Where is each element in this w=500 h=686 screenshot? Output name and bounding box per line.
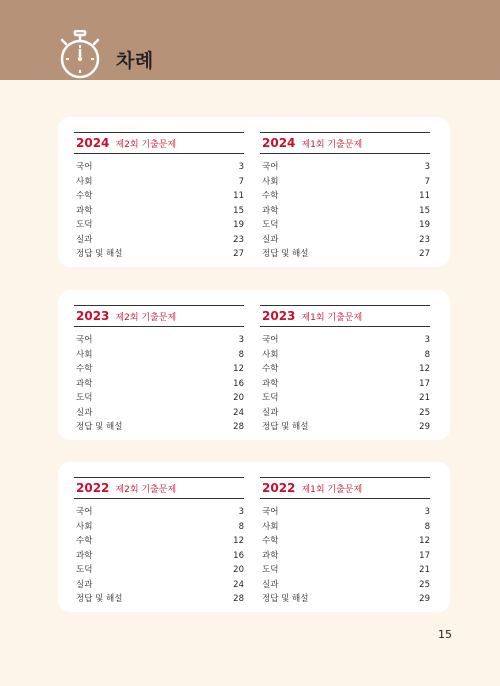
toc-card bbox=[58, 290, 450, 440]
toc-column bbox=[74, 462, 244, 607]
toc-page-number: 16 bbox=[233, 378, 244, 389]
toc-entry[interactable] bbox=[260, 160, 430, 175]
toc-entry[interactable] bbox=[74, 592, 244, 607]
toc-entry[interactable] bbox=[74, 578, 244, 593]
exam-name: 제2회 기출문제 bbox=[115, 139, 177, 150]
toc-subject: 정답 및 해설 bbox=[76, 594, 123, 604]
toc-subject: 과학 bbox=[76, 550, 93, 561]
toc-subject: 정답 및 해설 bbox=[76, 249, 123, 259]
exam-name: 제2회 기출문제 bbox=[115, 312, 177, 323]
toc-subject: 정답 및 해설 bbox=[262, 594, 309, 604]
toc-entry[interactable] bbox=[74, 204, 244, 219]
toc-entry[interactable] bbox=[74, 420, 244, 435]
toc-subject: 실과 bbox=[76, 407, 93, 418]
toc-page-number: 11 bbox=[419, 191, 430, 201]
exam-heading bbox=[74, 305, 244, 327]
toc-page-number: 19 bbox=[233, 220, 244, 230]
toc-entry[interactable] bbox=[260, 333, 430, 348]
toc-page-number: 17 bbox=[419, 550, 430, 561]
toc-page-number: 28 bbox=[233, 594, 244, 604]
toc-entry[interactable] bbox=[260, 505, 430, 520]
toc-subject: 수학 bbox=[76, 191, 93, 201]
toc-subject: 수학 bbox=[262, 364, 279, 374]
toc-subject: 수학 bbox=[76, 536, 93, 546]
toc-page-number: 12 bbox=[419, 364, 430, 374]
toc-entry[interactable] bbox=[74, 175, 244, 190]
toc-page-number: 3 bbox=[238, 162, 244, 172]
toc-entry[interactable] bbox=[74, 377, 244, 392]
toc-subject: 과학 bbox=[76, 205, 93, 216]
toc-subject: 국어 bbox=[262, 162, 279, 172]
toc-column bbox=[260, 117, 430, 262]
exam-heading bbox=[260, 305, 430, 327]
toc-subject: 과학 bbox=[262, 550, 279, 561]
toc-page-number: 8 bbox=[424, 521, 430, 532]
toc-subject: 수학 bbox=[76, 364, 93, 374]
exam-year: 2023 bbox=[262, 309, 296, 323]
toc-subject: 사회 bbox=[262, 521, 279, 532]
toc-page-number: 29 bbox=[419, 594, 430, 604]
toc-subject: 사회 bbox=[262, 349, 279, 360]
toc-page-number: 25 bbox=[419, 579, 430, 590]
toc-page-number: 21 bbox=[419, 565, 430, 575]
toc-page-number: 21 bbox=[419, 393, 430, 403]
exam-year: 2024 bbox=[76, 136, 110, 150]
exam-heading bbox=[74, 132, 244, 154]
toc-entry[interactable] bbox=[260, 218, 430, 233]
toc-subject: 도덕 bbox=[76, 565, 93, 575]
toc-column bbox=[74, 290, 244, 435]
toc-entry[interactable] bbox=[260, 377, 430, 392]
toc-subject: 국어 bbox=[76, 162, 93, 172]
toc-column bbox=[260, 462, 430, 607]
toc-page-number: 3 bbox=[424, 507, 430, 517]
toc-column bbox=[74, 117, 244, 262]
toc-page-number: 23 bbox=[419, 234, 430, 245]
toc-page-number: 8 bbox=[424, 349, 430, 360]
toc-subject: 사회 bbox=[76, 349, 93, 360]
toc-subject: 수학 bbox=[262, 191, 279, 201]
toc-entry[interactable] bbox=[74, 549, 244, 564]
toc-page-number: 15 bbox=[233, 205, 244, 216]
toc-subject: 국어 bbox=[262, 507, 279, 517]
toc-entry[interactable] bbox=[260, 549, 430, 564]
toc-entry[interactable] bbox=[74, 362, 244, 377]
toc-subject: 국어 bbox=[262, 335, 279, 345]
toc-subject: 과학 bbox=[262, 205, 279, 216]
toc-page-number: 20 bbox=[233, 393, 244, 403]
toc-page-number: 3 bbox=[424, 162, 430, 172]
toc-entry[interactable] bbox=[260, 420, 430, 435]
toc-page-number: 20 bbox=[233, 565, 244, 575]
toc-entry[interactable] bbox=[74, 160, 244, 175]
exam-heading bbox=[260, 477, 430, 499]
toc-entry[interactable] bbox=[260, 563, 430, 578]
toc-page-number: 27 bbox=[233, 249, 244, 259]
toc-entry[interactable] bbox=[260, 189, 430, 204]
page-number: 15 bbox=[438, 628, 452, 641]
exam-year: 2024 bbox=[262, 136, 296, 150]
toc-column bbox=[260, 290, 430, 435]
toc-subject: 사회 bbox=[262, 176, 279, 187]
toc-subject: 실과 bbox=[262, 579, 279, 590]
exam-name: 제1회 기출문제 bbox=[301, 484, 363, 495]
toc-subject: 정답 및 해설 bbox=[262, 249, 309, 259]
toc-page-number: 19 bbox=[419, 220, 430, 230]
toc-page-number: 12 bbox=[233, 364, 244, 374]
toc-subject: 정답 및 해설 bbox=[76, 422, 123, 432]
toc-subject: 실과 bbox=[76, 579, 93, 590]
toc-entry[interactable] bbox=[74, 247, 244, 262]
toc-page-number: 28 bbox=[233, 422, 244, 432]
toc-entry[interactable] bbox=[74, 233, 244, 248]
toc-entry[interactable] bbox=[260, 406, 430, 421]
toc-entry[interactable] bbox=[260, 175, 430, 190]
toc-entry[interactable] bbox=[260, 233, 430, 248]
toc-entry[interactable] bbox=[74, 333, 244, 348]
toc-entry[interactable] bbox=[74, 406, 244, 421]
toc-entry[interactable] bbox=[74, 218, 244, 233]
header-band bbox=[0, 0, 500, 80]
toc-subject: 도덕 bbox=[262, 220, 279, 230]
toc-entry[interactable] bbox=[260, 520, 430, 535]
toc-subject: 도덕 bbox=[76, 220, 93, 230]
toc-page-number: 24 bbox=[233, 579, 244, 590]
toc-entry[interactable] bbox=[260, 247, 430, 262]
toc-entry[interactable] bbox=[74, 520, 244, 535]
toc-page-number: 11 bbox=[233, 191, 244, 201]
toc-page-number: 16 bbox=[233, 550, 244, 561]
toc-subject: 국어 bbox=[76, 335, 93, 345]
toc-page-number: 25 bbox=[419, 407, 430, 418]
toc-page-number: 3 bbox=[238, 335, 244, 345]
toc-subject: 실과 bbox=[262, 234, 279, 245]
toc-entry[interactable] bbox=[74, 391, 244, 406]
toc-page-number: 7 bbox=[238, 176, 244, 187]
toc-page-number: 27 bbox=[419, 249, 430, 259]
toc-subject: 사회 bbox=[76, 176, 93, 187]
toc-subject: 도덕 bbox=[76, 393, 93, 403]
toc-subject: 도덕 bbox=[262, 393, 279, 403]
toc-page-number: 15 bbox=[419, 205, 430, 216]
toc-entry[interactable] bbox=[260, 204, 430, 219]
toc-subject: 정답 및 해설 bbox=[262, 422, 309, 432]
toc-entry[interactable] bbox=[260, 362, 430, 377]
exam-name: 제1회 기출문제 bbox=[301, 139, 363, 150]
toc-entry[interactable] bbox=[74, 505, 244, 520]
toc-card bbox=[58, 117, 450, 267]
exam-year: 2022 bbox=[262, 481, 296, 495]
toc-subject: 과학 bbox=[76, 378, 93, 389]
stopwatch-icon bbox=[56, 30, 104, 80]
page-title: 차례 bbox=[116, 50, 154, 72]
toc-page-number: 23 bbox=[233, 234, 244, 245]
toc-page-number: 8 bbox=[238, 349, 244, 360]
exam-year: 2023 bbox=[76, 309, 110, 323]
toc-page-number: 17 bbox=[419, 378, 430, 389]
toc-card bbox=[58, 462, 450, 612]
toc-subject: 도덕 bbox=[262, 565, 279, 575]
exam-name: 제1회 기출문제 bbox=[301, 312, 363, 323]
toc-entry[interactable] bbox=[74, 348, 244, 363]
toc-entry[interactable] bbox=[260, 578, 430, 593]
toc-subject: 실과 bbox=[76, 234, 93, 245]
exam-year: 2022 bbox=[76, 481, 110, 495]
toc-page-number: 12 bbox=[419, 536, 430, 546]
toc-page-number: 12 bbox=[233, 536, 244, 546]
toc-entry[interactable] bbox=[74, 563, 244, 578]
toc-subject: 실과 bbox=[262, 407, 279, 418]
toc-entry[interactable] bbox=[260, 592, 430, 607]
toc-page-number: 3 bbox=[424, 335, 430, 345]
toc-subject: 국어 bbox=[76, 507, 93, 517]
toc-page-number: 3 bbox=[238, 507, 244, 517]
toc-entry[interactable] bbox=[74, 189, 244, 204]
toc-subject: 사회 bbox=[76, 521, 93, 532]
exam-name: 제2회 기출문제 bbox=[115, 484, 177, 495]
toc-entry[interactable] bbox=[260, 391, 430, 406]
exam-heading bbox=[260, 132, 430, 154]
exam-heading bbox=[74, 477, 244, 499]
toc-entry[interactable] bbox=[260, 534, 430, 549]
toc-page-number: 8 bbox=[238, 521, 244, 532]
toc-subject: 수학 bbox=[262, 536, 279, 546]
toc-page-number: 29 bbox=[419, 422, 430, 432]
toc-page-number: 7 bbox=[424, 176, 430, 187]
toc-page-number: 24 bbox=[233, 407, 244, 418]
toc-entry[interactable] bbox=[74, 534, 244, 549]
toc-entry[interactable] bbox=[260, 348, 430, 363]
toc-subject: 과학 bbox=[262, 378, 279, 389]
